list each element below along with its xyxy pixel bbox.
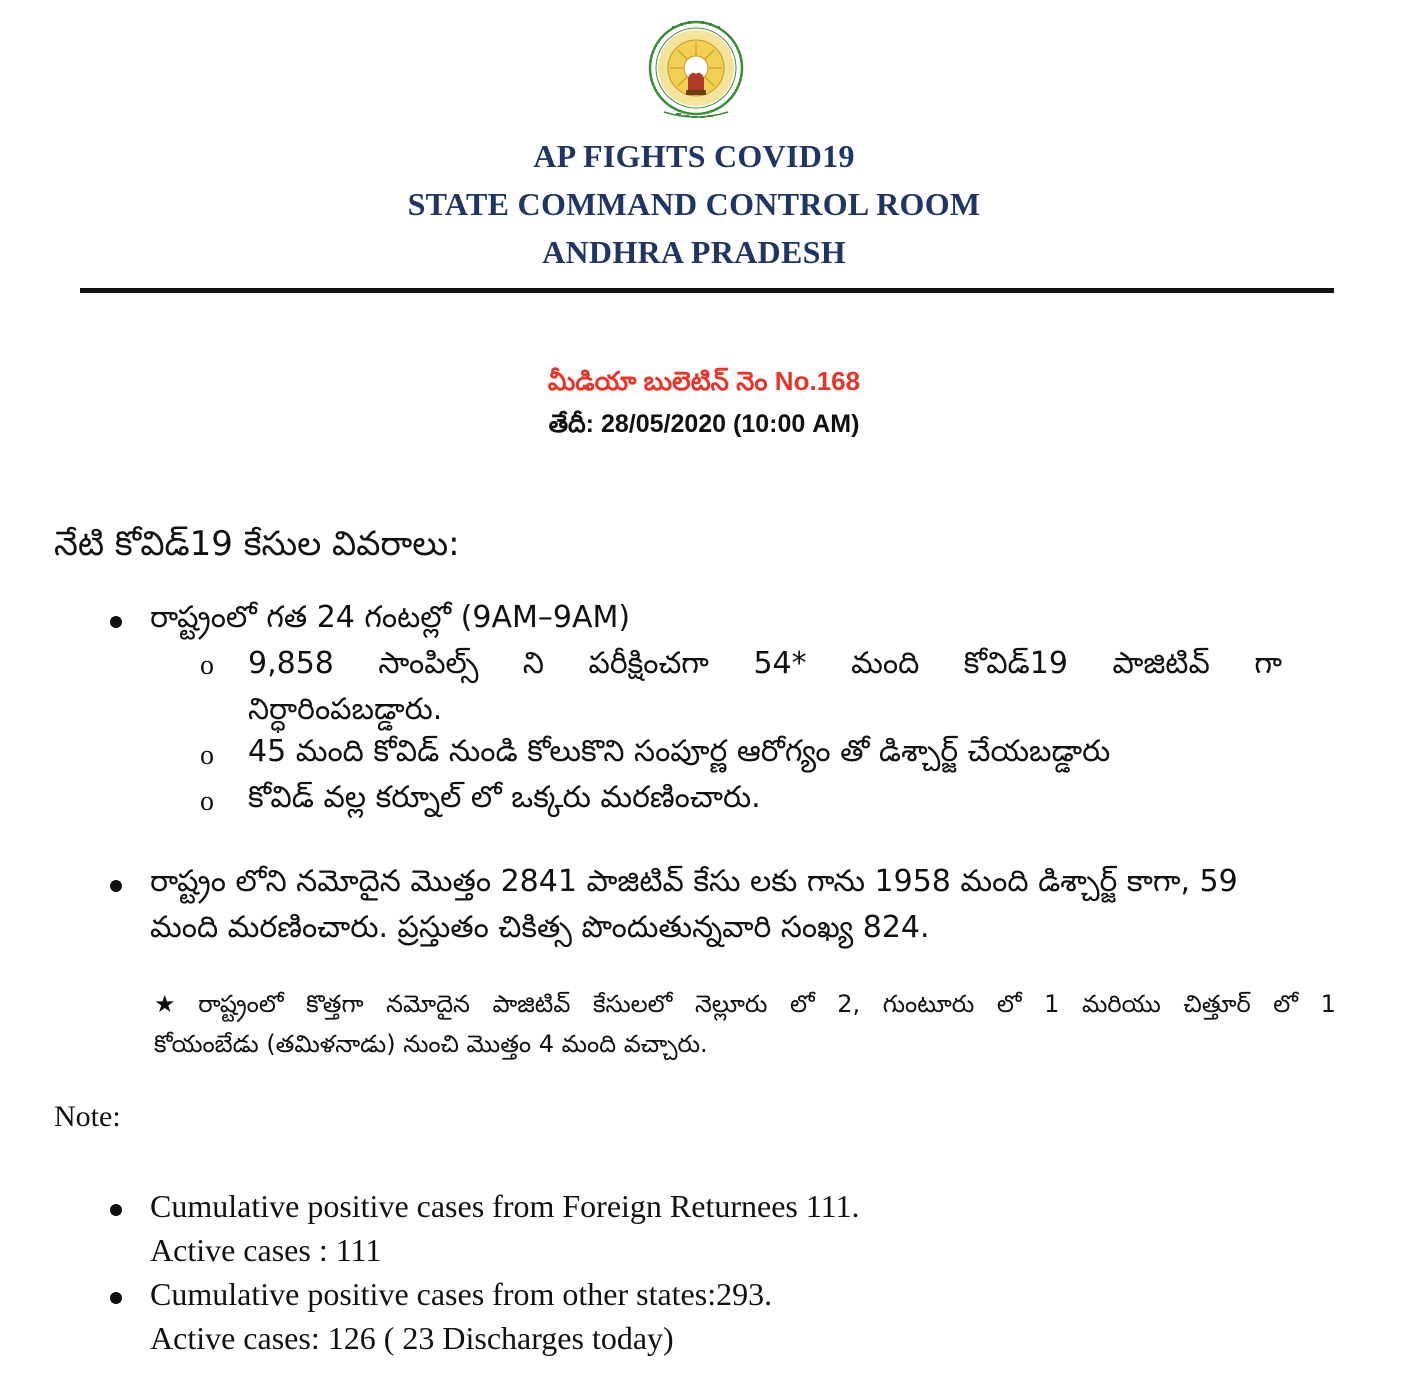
word: పాజిటివ్	[1112, 646, 1210, 681]
bullet1-sub2: 45 మంది కోవిడ్ నుండి కోలుకొని సంపూర్ణ ఆరోగ్యం తో డిశ్చార్జ్ చేయబడ్డారు	[248, 734, 1111, 769]
header-divider	[80, 288, 1334, 293]
word: పరీక్షించగా	[588, 646, 709, 681]
bullet1-text: రాష్ట్రంలో గత 24 గంటల్లో (9AM–9AM)	[150, 600, 631, 635]
word: 9,858	[248, 646, 334, 681]
word: మరియు	[1082, 990, 1161, 1018]
footnote-line1	[154, 990, 1336, 1024]
bullet-icon	[110, 616, 122, 628]
word: 2,	[837, 990, 861, 1018]
word: ని	[522, 646, 544, 681]
note-item2-line1: Cumulative positive cases from other states:293.	[150, 1276, 773, 1312]
note-item1-line2: Active cases : 111	[150, 1232, 382, 1268]
word: గుంటూరు	[882, 990, 975, 1018]
word: సాంపిల్స్	[378, 646, 479, 681]
bullet2-line2: మంది మరణించారు. ప్రస్తుతం చికిత్స పొందుతున్నవారి సంఖ్య 824.	[150, 910, 930, 945]
bullet1-sub1-line2: నిర్ధారింపబడ్డారు.	[248, 692, 443, 727]
note-item1-line1: Cumulative positive cases from Foreign Returnees 111.	[150, 1188, 860, 1224]
word: కోవిడ్19	[963, 646, 1068, 681]
date-label: తేదీ	[548, 410, 586, 438]
bullet1-sub3: కోవిడ్ వల్ల కర్నూల్ లో ఒక్కరు మరణించారు.	[248, 780, 761, 815]
word: 1	[1044, 990, 1060, 1018]
date-value: : 28/05/2020 (10:00 AM)	[585, 410, 860, 438]
bulletin-number: మీడియా బులెటిన్ నెం No.168	[547, 366, 861, 396]
word: పాజిటివ్	[492, 990, 571, 1018]
sub-marker: o	[200, 650, 214, 681]
note-item2-line2: Active cases: 126 ( 23 Discharges today)	[150, 1320, 674, 1356]
sub-marker: o	[200, 786, 214, 817]
word: కొత్తగా	[306, 990, 364, 1018]
section-heading: నేటి కోవిడ్19 కేసుల వివరాలు:	[54, 524, 460, 564]
word: నెల్లూరు	[694, 990, 768, 1018]
word: లో	[789, 990, 815, 1018]
word: లో	[996, 990, 1022, 1018]
header-subtitle: STATE COMMAND CONTROL ROOM	[407, 186, 981, 222]
bullet1-sub1-line1	[248, 646, 1282, 688]
bulletin-date	[0, 410, 1408, 445]
bullet-icon	[110, 1204, 122, 1216]
word: కేసులలో	[592, 990, 673, 1018]
star-icon: ★	[154, 990, 176, 1018]
word: నమోదైన	[386, 990, 470, 1018]
header-title: AP FIGHTS COVID19	[533, 138, 855, 174]
bullet2-line1: రాష్ట్రం లోని నమోదైన మొత్తం 2841 పాజిటివ్ కేసు లకు గాను 1958 మంది డిశ్చార్జ్ కాగా, 59	[150, 864, 1238, 899]
word: గా	[1254, 646, 1282, 681]
word: చిత్తూర్	[1183, 990, 1251, 1018]
bullet-icon	[110, 880, 122, 892]
footnote-line2: కోయంబేడు (తమిళనాడు) నుంచి మొత్తం 4 మంది వచ్చారు.	[154, 1030, 708, 1058]
note-label: Note:	[54, 1100, 121, 1133]
word: 1	[1320, 990, 1336, 1018]
word: మంది	[851, 646, 920, 681]
bullet-icon	[110, 1292, 122, 1304]
word: లో	[1273, 990, 1298, 1018]
state-emblem-icon	[646, 16, 746, 128]
word: 54*	[753, 646, 807, 681]
sub-marker: o	[200, 740, 214, 771]
header-state: ANDHRA PRADESH	[542, 234, 846, 270]
word: రాష్ట్రంలో	[198, 990, 284, 1018]
